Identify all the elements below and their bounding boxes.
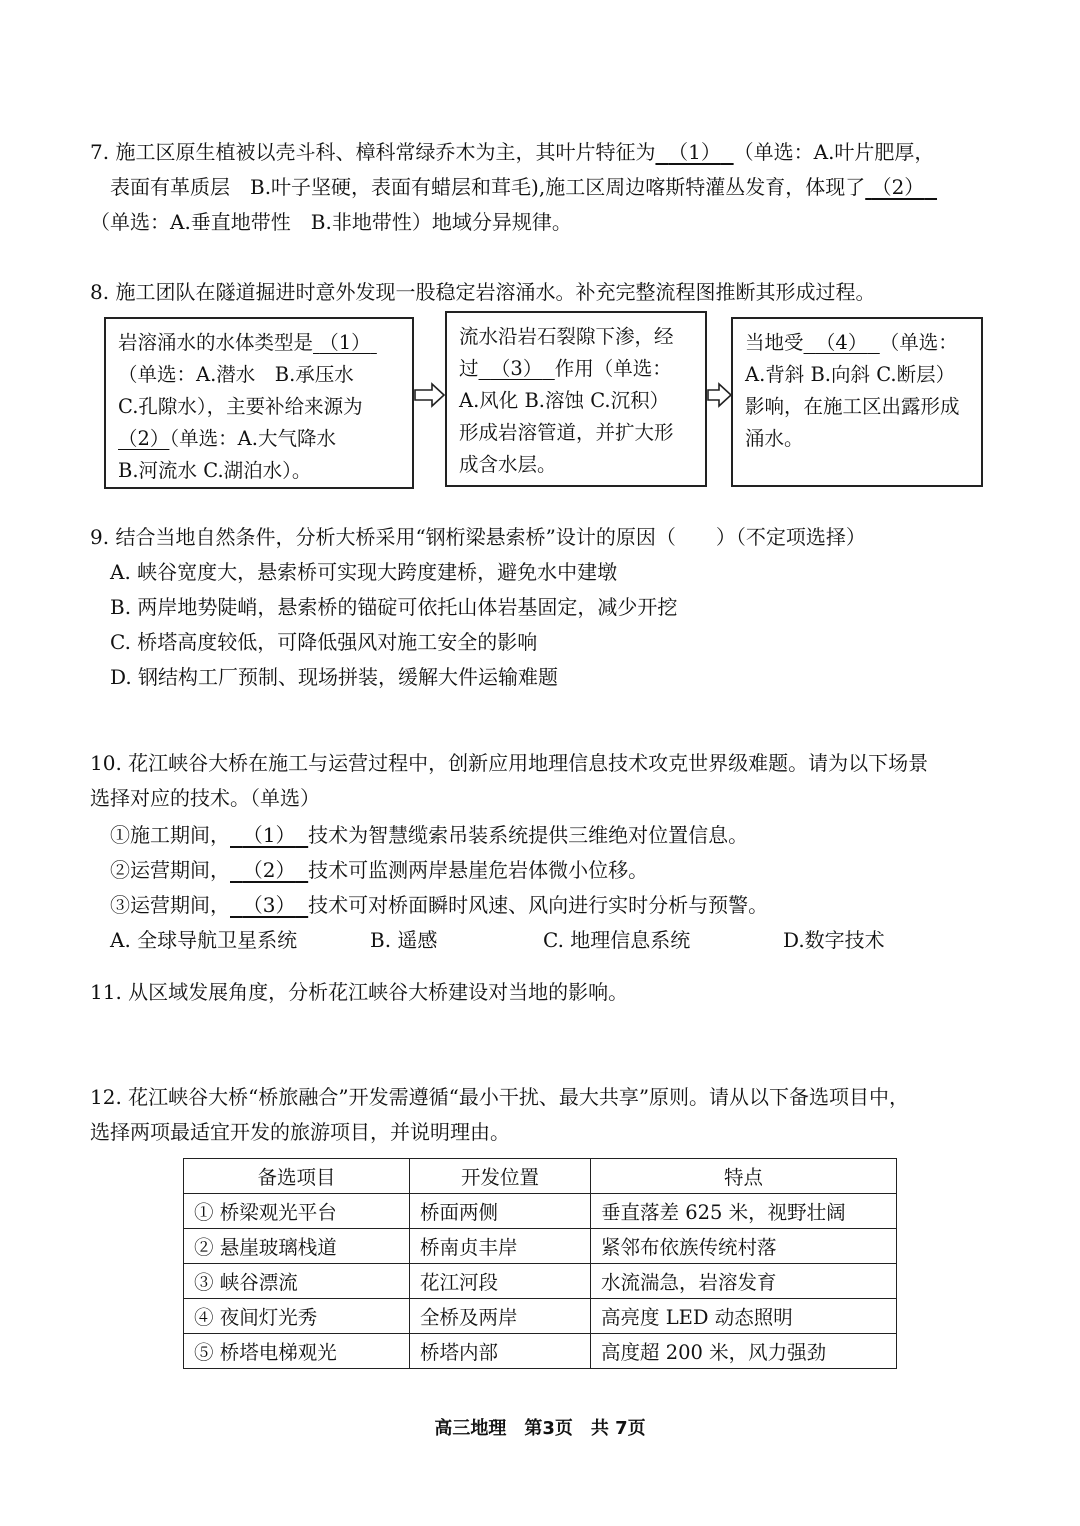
flow-box-text: 形成岩溶管道，并扩大形 <box>459 421 674 444</box>
flow-box-text: 涌水。 <box>745 427 804 450</box>
q10-item-text: ②运营期间， <box>110 858 230 882</box>
q8-blank-2[interactable]: （2） <box>118 427 170 450</box>
q10-choice-d: D.数字技术 <box>783 928 885 952</box>
q7-text: 7. 施工区原生植被以壳斗科、樟科常绿乔木为主，其叶片特征为 <box>90 140 656 164</box>
flow-arrow-1 <box>414 382 446 408</box>
flow-box-text: A.背斜 B.向斜 C.断层） <box>745 363 956 386</box>
table-cell: 桥南贞丰岸 <box>410 1229 591 1264</box>
q8-blank-1[interactable]: （1） <box>319 331 371 354</box>
q10-stem-1: 10. 花江峡谷大桥在施工与运营过程中，创新应用地理信息技术攻克世界级难题。请为以下场景 <box>90 751 929 775</box>
q10-item-text: ③运营期间， <box>110 893 230 917</box>
q10-item-1 <box>110 821 748 849</box>
q8-blank-4[interactable]: （4） <box>815 331 868 354</box>
q10-choice-c: C. 地理信息系统 <box>543 928 691 952</box>
q7-line1 <box>90 138 934 166</box>
flow-box-text: （单选：A.潜水 B.承压水 <box>118 363 354 386</box>
table-header: 开发位置 <box>410 1159 591 1194</box>
table-cell: 高亮度 LED 动态照明 <box>591 1299 897 1334</box>
q8-blank-3[interactable]: （3） <box>490 357 543 380</box>
table-cell: 桥塔内部 <box>410 1334 591 1369</box>
flow-box-text: 流水沿岩石裂隙下渗，经 <box>459 325 674 348</box>
flow-box-text: B.河流水 C.湖泊水）。 <box>118 459 312 482</box>
q11-stem: 11. 从区域发展角度，分析花江峡谷大桥建设对当地的影响。 <box>90 980 629 1004</box>
table-row <box>184 1299 897 1334</box>
q7-line3 <box>90 208 572 236</box>
q9-option-d[interactable]: D. 钢结构工厂预制、现场拼装，缓解大件运输难题 <box>110 665 559 689</box>
q10-item-text: ①施工期间， <box>110 823 230 847</box>
flow-box-text: 当地受 <box>745 331 804 354</box>
page-footer: 高三地理 第3页 共 7页 <box>434 1418 646 1439</box>
q7-line2 <box>110 173 937 201</box>
q12-stem-2: 选择两项最适宜开发的旅游项目，并说明理由。 <box>90 1120 510 1144</box>
table-cell: 水流湍急，岩溶发育 <box>591 1264 897 1299</box>
flow-box-text: 影响，在施工区出露形成 <box>745 395 960 418</box>
q10-item-text: 技术为智慧缆索吊装系统提供三维绝对位置信息。 <box>308 823 749 847</box>
table-header-row <box>184 1159 897 1194</box>
flow-box-text: A.风化 B.溶蚀 C.沉积） <box>459 389 670 412</box>
flow-box-2 <box>445 311 707 487</box>
table-row <box>184 1334 897 1369</box>
q10-choice-b: B. 遥感 <box>370 928 438 952</box>
table-row <box>184 1194 897 1229</box>
table-cell: 紧邻布依族传统村落 <box>591 1229 897 1264</box>
q10-item-text: 技术可对桥面瞬时风速、风向进行实时分析与预警。 <box>308 893 769 917</box>
q10-item-2 <box>110 856 648 884</box>
table-row <box>184 1264 897 1299</box>
flow-box-text: C.孔隙水），主要补给来源为 <box>118 395 363 418</box>
table-cell: 垂直落差 625 米，视野壮阔 <box>591 1194 897 1229</box>
q10-blank-3[interactable]: （3） <box>242 893 296 917</box>
q10-stem-2: 选择对应的技术。（单选） <box>90 786 320 810</box>
q10-choice-a: A. 全球导航卫星系统 <box>110 928 298 952</box>
q7-text: （单选：A.叶片肥厚， <box>733 140 935 164</box>
q8-stem: 8. 施工团队在隧道掘进时意外发现一股稳定岩溶涌水。补充完整流程图推断其形成过程。 <box>90 280 876 304</box>
q10-blank-1[interactable]: （1） <box>242 823 296 847</box>
q9-option-a[interactable]: A. 峡谷宽度大，悬索桥可实现大跨度建桥，避免水中建墩 <box>110 560 618 584</box>
flow-box-text: 岩溶涌水的水体类型是 <box>118 331 314 354</box>
q7-blank-2[interactable]: （2） <box>871 175 925 199</box>
q9-stem: 9. 结合当地自然条件，分析大桥采用“钢桁梁悬索桥”设计的原因（ ）（不定项选择） <box>90 525 866 549</box>
q9-option-b[interactable]: B. 两岸地势陡峭，悬索桥的锚碇可依托山体岩基固定，减少开挖 <box>110 595 678 619</box>
table-cell: 花江河段 <box>410 1264 591 1299</box>
table-cell: 桥面两侧 <box>410 1194 591 1229</box>
q10-item-text: 技术可监测两岸悬崖危岩体微小位移。 <box>308 858 649 882</box>
table-cell: ③ 峡谷漂流 <box>184 1264 410 1299</box>
flow-box-text: 成含水层。 <box>459 453 557 476</box>
q7-blank-1[interactable]: （1） <box>668 140 721 164</box>
flow-box-1 <box>104 317 414 489</box>
table-header: 特点 <box>591 1159 897 1194</box>
flow-box-text: 过 <box>459 357 479 380</box>
tourism-options-table <box>183 1158 897 1369</box>
flow-box-text: （单选： <box>879 331 958 354</box>
flow-arrow-2 <box>707 382 733 408</box>
table-header: 备选项目 <box>184 1159 410 1194</box>
table-cell: 高度超 200 米，风力强劲 <box>591 1334 897 1369</box>
flow-box-text: 作用（单选： <box>554 357 672 380</box>
q9-option-c[interactable]: C. 桥塔高度较低，可降低强风对施工安全的影响 <box>110 630 538 654</box>
q7-text: 表面有革质层 B.叶子坚硬，表面有蜡层和茸毛),施工区周边喀斯特灌丛发育，体现了 <box>110 175 866 199</box>
q10-item-3 <box>110 891 768 919</box>
table-row <box>184 1229 897 1264</box>
flow-box-text: （单选：A.大气降水 <box>169 427 336 450</box>
q12-stem-1: 12. 花江峡谷大桥“桥旅融合”开发需遵循“最小干扰、最大共享”原则。请从以下备选项目中， <box>90 1085 910 1109</box>
q7-text: （单选：A.垂直地带性 B.非地带性）地域分异规律。 <box>90 210 572 234</box>
table-cell: ⑤ 桥塔电梯观光 <box>184 1334 410 1369</box>
flow-box-3 <box>731 317 983 487</box>
table-cell: ② 悬崖玻璃栈道 <box>184 1229 410 1264</box>
q10-blank-2[interactable]: （2） <box>242 858 296 882</box>
table-cell: 全桥及两岸 <box>410 1299 591 1334</box>
table-cell: ① 桥梁观光平台 <box>184 1194 410 1229</box>
table-cell: ④ 夜间灯光秀 <box>184 1299 410 1334</box>
